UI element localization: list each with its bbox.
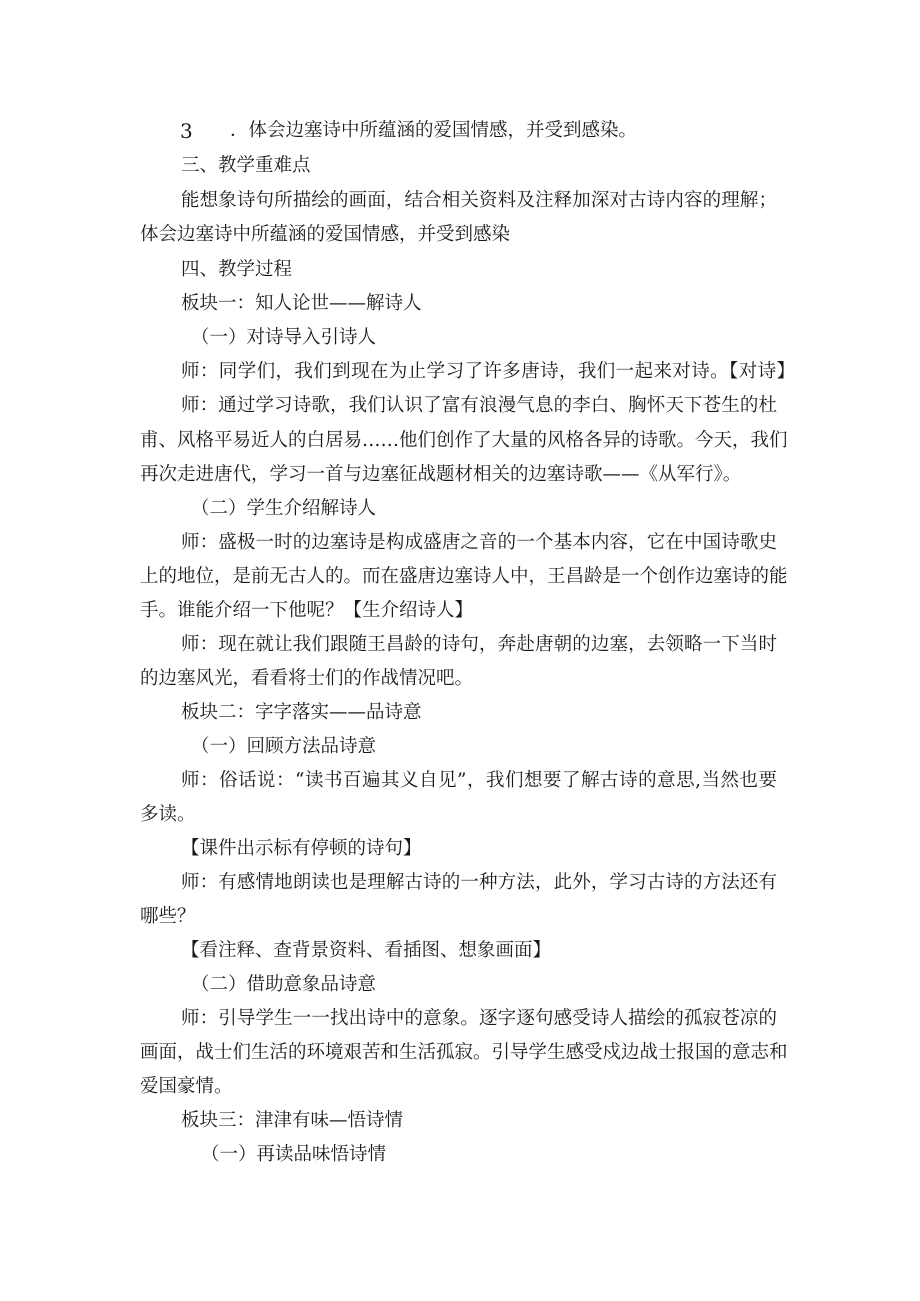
- paragraph-line: 手。谁能介绍一下他呢？【生介绍诗人】: [140, 600, 474, 621]
- courseware-note: 【课件出示标有停顿的诗句】: [181, 838, 422, 859]
- sub-heading: （一）再读品味悟诗情: [201, 1144, 387, 1165]
- paragraph-line: 画面，战士们生活的环境艰苦和生活孤寂。引导学生感受戍边战士报国的意志和: [140, 1042, 788, 1063]
- method-note: 【看注释、查背景资料、看插图、想象画面】: [181, 940, 552, 961]
- paragraph-line: 师：现在就让我们跟随王昌龄的诗句，奔赴唐朝的边塞，去领略一下当时: [181, 634, 777, 655]
- paragraph-line: 的边塞风光，看看将士们的作战情况吧。: [140, 668, 474, 689]
- paragraph-line: 体会边塞诗中所蕴涵的爱国情感，并受到感染: [140, 224, 511, 245]
- section-heading-process: 四、教学过程: [181, 259, 293, 280]
- objective-number: 3: [180, 119, 193, 143]
- paragraph-line: 能想象诗句所描绘的画面，结合相关资料及注释加深对古诗内容的理解；: [181, 190, 777, 211]
- objective-3-text: ．体会边塞诗中所蕴涵的爱国情感，并受到感染。: [230, 120, 638, 141]
- paragraph-line: 爱国豪情。: [140, 1076, 233, 1097]
- paragraph-line: 师：引导学生一一找出诗中的意象。逐字逐句感受诗人描绘的孤寂苍凉的: [181, 1008, 777, 1029]
- paragraph-line: 再次走进唐代，学习一首与边塞征战题材相关的边塞诗歌——《从军行》。: [140, 464, 742, 485]
- paragraph-line: 师：通过学习诗歌，我们认识了富有浪漫气息的李白、胸怀天下苍生的杜: [181, 395, 777, 416]
- block-heading: 板块二：字字落实——品诗意: [181, 702, 422, 723]
- block-heading: 板块三：津津有味—悟诗情: [181, 1110, 404, 1131]
- paragraph-line: 师：俗话说：“读书百遍其义自见”，我们想要了解古诗的意思,当然也要: [181, 770, 777, 791]
- paragraph-line: 师：盛极一时的边塞诗是构成盛唐之音的一个基本内容，它在中国诗歌史: [181, 532, 777, 553]
- sub-heading: （二）借助意象品诗意: [191, 974, 377, 995]
- paragraph-line: 师：有感情地朗读也是理解古诗的一种方法，此外，学习古诗的方法还有: [181, 872, 777, 893]
- sub-heading: （一）回顾方法品诗意: [191, 736, 377, 757]
- paragraph-line: 哪些？: [140, 906, 196, 927]
- block-heading: 板块一：知人论世——解诗人: [181, 293, 422, 314]
- sub-heading: （二）学生介绍解诗人: [191, 498, 377, 519]
- sub-heading: （一）对诗导入引诗人: [191, 327, 377, 348]
- paragraph-line: 师：同学们，我们到现在为止学习了许多唐诗，我们一起来对诗。【对诗】: [181, 361, 795, 382]
- paragraph-line: 上的地位，是前无古人的。而在盛唐边塞诗人中，王昌龄是一个创作边塞诗的能: [140, 566, 788, 587]
- section-heading-difficulties: 三、教学重难点: [181, 155, 311, 176]
- paragraph-line: 甫、风格平易近人的白居易……他们创作了大量的风格各异的诗歌。今天，我们: [140, 430, 788, 451]
- paragraph-line: 多读。: [140, 804, 196, 825]
